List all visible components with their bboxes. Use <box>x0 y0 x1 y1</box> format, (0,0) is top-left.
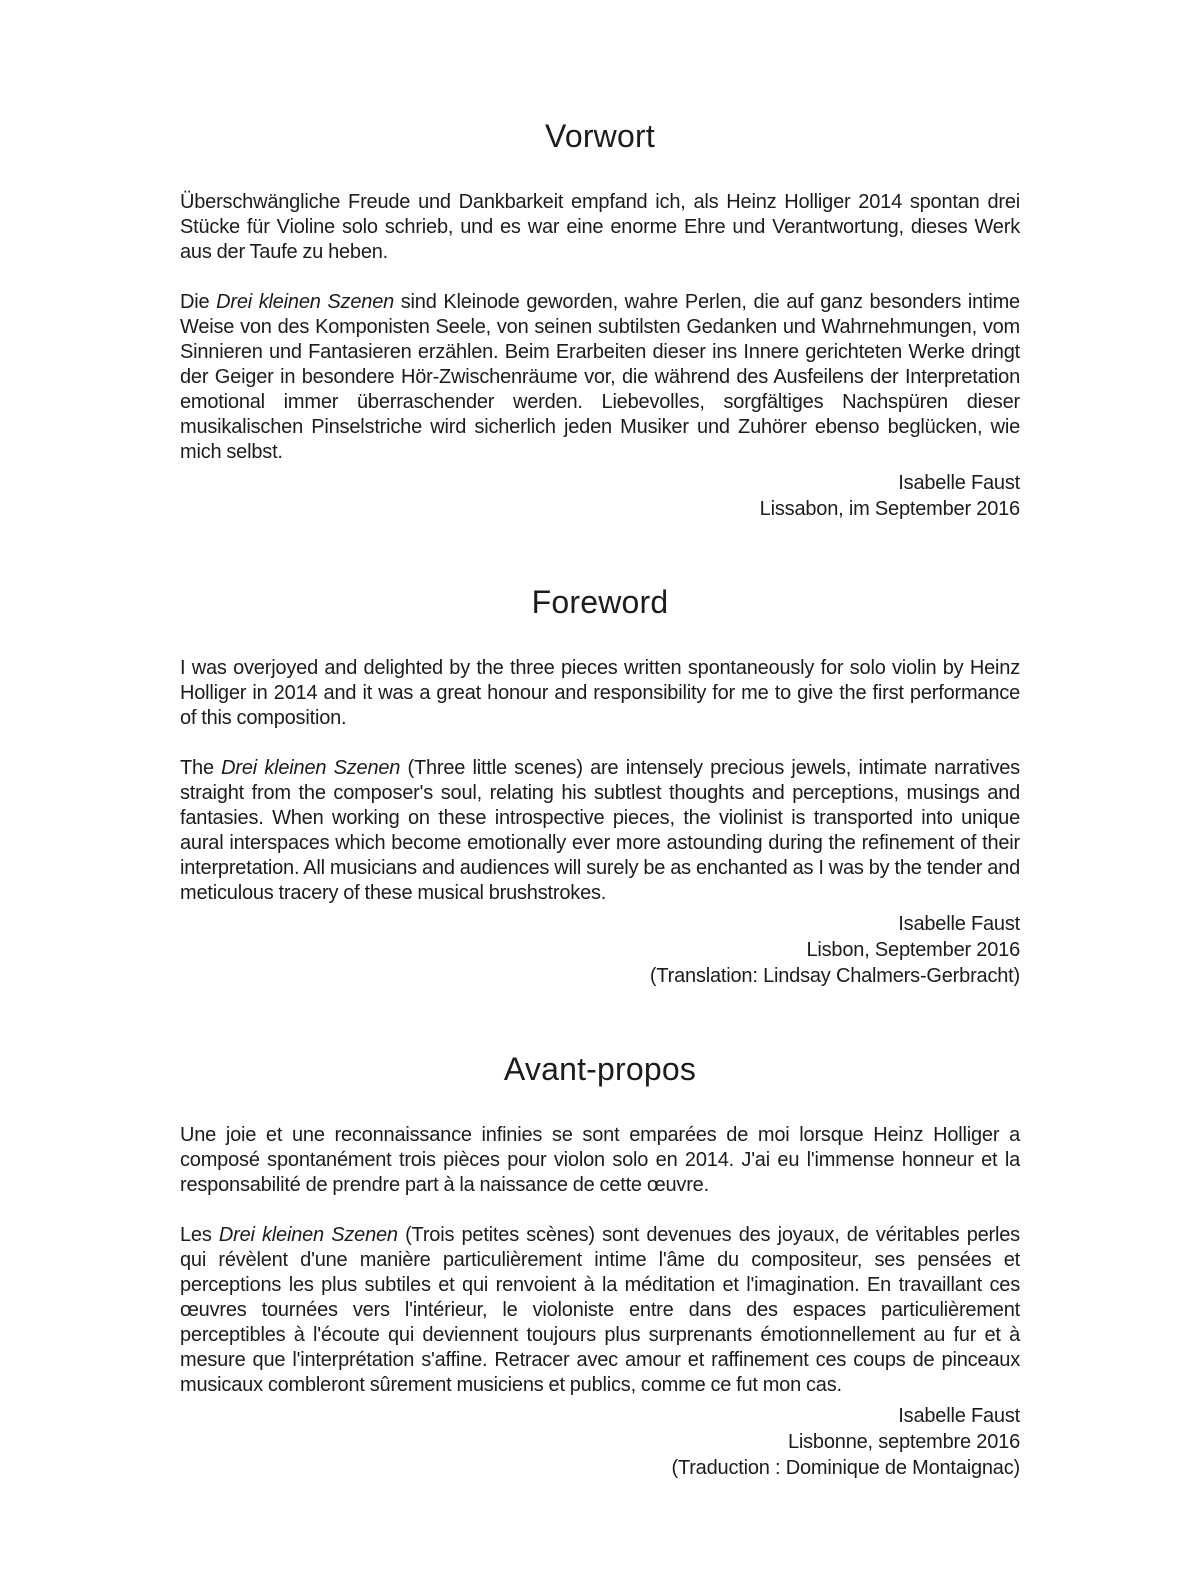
signature-name: Isabelle Faust <box>898 1405 1020 1427</box>
section-foreword <box>180 584 1020 989</box>
paragraph-text: (Trois petites scènes) sont devenues des joyaux, de véritables perles qui révèlent d'une manière particulièrement intime l'âme du compositeur, ses pensées et perceptions les plus subtiles et qui renvoient à la méditation et l'imagination. En travaillant ces œuvres tournées vers l'intérieur, le violoniste entre dans des espaces particulièrement perceptibles à l'écoute qui deviennent toujours plus surprenants émotionnellement au fur et à mesure que l'interprétation s'affine. Retracer avec amour et raffinement ces coups de pinceaux musicaux combleront sûrement musiciens et publics, comme ce fut mon cas. <box>180 1224 1020 1396</box>
section-avant-propos <box>180 1051 1020 1481</box>
signature-translation-credit: (Translation: Lindsay Chalmers-Gerbracht) <box>649 965 1020 987</box>
paragraph-text: (Three little scenes) are intensely precious jewels, intimate narratives straight from the composer's soul, relating his subtlest thoughts and perceptions, musings and fantasies. When working on these introspective pieces, the violinist is transported into unique aural interspaces which become emotionally ever more astounding during the refinement of their interpretation. All musicians and audiences will surely be as enchanted as I was by the tender and meticulous tracery of these musical brushstrokes. <box>180 757 1020 904</box>
paragraph-text: Les <box>180 1224 219 1246</box>
paragraph <box>180 190 1020 265</box>
section-title-foreword: Foreword <box>531 584 669 620</box>
section-title-avant-propos: Avant-propos <box>503 1051 697 1087</box>
paragraph-text: The <box>180 757 222 779</box>
paragraph <box>180 1223 1020 1398</box>
paragraph <box>180 290 1020 465</box>
signature-block <box>180 1403 1020 1481</box>
work-title-italic: Drei kleinen Szenen <box>221 757 401 779</box>
paragraph-text: sind Kleinode geworden, wahre Perlen, die auf ganz besonders intime Weise von des Komponisten Seele, von seinen subtilsten Gedanken und Wahrnehmungen, vom Sinnieren und Fantasieren erzählen. Beim Erarbeiten dieser ins Innere gerichteten Werke dringt der Geiger in besondere Hör-Zwischenräume vor, die während des Ausfeilens der Interpretation emotional immer überraschender werden. Liebevolles, sorgfältiges Nachspüren dieser musikalischen Pinselstriche wird sicherlich jeden Musiker und Zuhörer ebenso beglücken, wie mich selbst. <box>180 291 1020 463</box>
signature-place-date: Lissabon, im September 2016 <box>759 498 1020 520</box>
work-title-italic: Drei kleinen Szenen <box>218 1224 398 1246</box>
signature-name: Isabelle Faust <box>898 913 1020 935</box>
signature-block <box>180 470 1020 522</box>
signature-place-date: Lisbon, September 2016 <box>806 939 1020 961</box>
paragraph-text: Une joie et une reconnaissance infinies se sont emparées de moi lorsque Heinz Holliger a composé spontanément trois pièces pour violon solo en 2014. J'ai eu l'immense honneur et la responsabilité de prendre part à la naissance de cette œuvre. <box>180 1124 1020 1196</box>
signature-name: Isabelle Faust <box>898 472 1020 494</box>
signature-place-date: Lisbonne, septembre 2016 <box>787 1431 1020 1453</box>
section-vorwort <box>180 118 1020 522</box>
section-title-vorwort: Vorwort <box>545 118 655 154</box>
paragraph <box>180 656 1020 731</box>
paragraph-text: Die <box>180 291 217 313</box>
paragraph-text: Überschwängliche Freude und Dankbarkeit empfand ich, als Heinz Holliger 2014 spontan drei Stücke für Violine solo schrieb, und es war eine enorme Ehre und Verantwortung, dieses Werk aus der Taufe zu heben. <box>180 191 1020 263</box>
signature-block <box>180 911 1020 989</box>
signature-translation-credit: (Traduction : Dominique de Montaignac) <box>671 1457 1020 1479</box>
paragraph <box>180 756 1020 906</box>
work-title-italic: Drei kleinen Szenen <box>216 291 395 313</box>
paragraph-text: I was overjoyed and delighted by the three pieces written spontaneously for solo violin by Heinz Holliger in 2014 and it was a great honour and responsibility for me to give the first performance of this composition. <box>180 657 1020 729</box>
paragraph <box>180 1123 1020 1198</box>
